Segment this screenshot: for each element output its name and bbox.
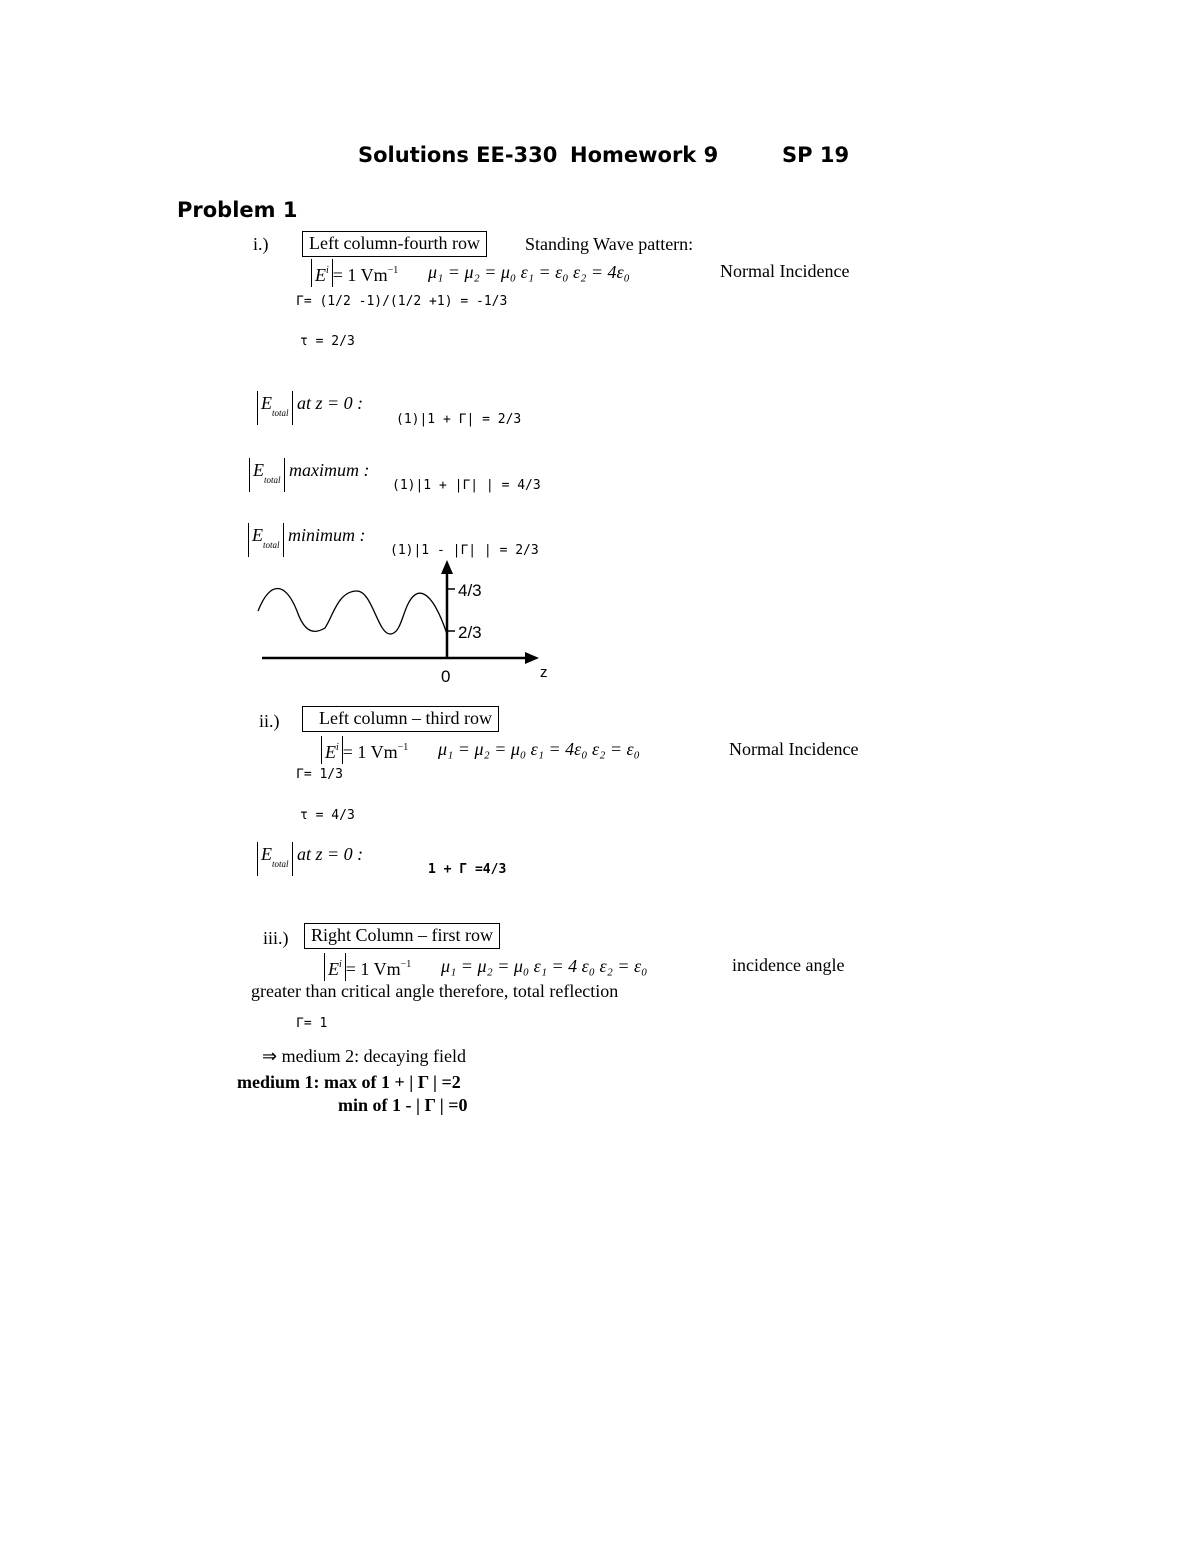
z-axis-label: z	[540, 664, 548, 681]
header-course: Solutions EE-330	[358, 143, 558, 167]
total-field-magnitude: $E_{total}$	[248, 523, 284, 557]
part-ii-ez0-expr: $E_{total}$ at z = 0 :	[257, 842, 363, 876]
incident-field-magnitude: $E^i$	[324, 953, 346, 981]
origin-label: 0	[441, 667, 451, 686]
tick-high-label: 4/3	[458, 581, 482, 600]
header-homework: Homework 9	[570, 143, 719, 167]
problem-title: Problem 1	[177, 198, 298, 222]
vertical-axis-arrow	[441, 560, 453, 574]
part-i-tau: τ = 2/3	[300, 334, 355, 349]
total-field-magnitude: $E_{total}$	[257, 842, 293, 876]
part-ii-params: μ₁ = μ₂ = μ₀ ε₁ = 4ε₀ ε₂ = ε₀	[438, 739, 640, 759]
incident-field-magnitude: $E^i$	[321, 736, 343, 764]
part-ii-box: Left column – third row	[302, 706, 499, 732]
part-i-params: μ₁ = μ₂ = μ₀ ε₁ = ε₀ ε₂ = 4ε₀	[428, 262, 630, 282]
part-i-box: Left column-fourth row	[302, 231, 487, 257]
part-i-max-expr: $E_{total}$ maximum :	[249, 458, 370, 492]
part-i-ez0-expr: $E_{total}$ at z = 0 :	[257, 391, 363, 425]
incident-field-magnitude: $E^i$	[311, 259, 333, 287]
tick-low-label: 2/3	[458, 623, 482, 642]
part-iii-incidence: incidence angle	[732, 955, 845, 975]
part-i-min-expr: $E_{total}$ minimum :	[248, 523, 366, 557]
part-ii-label: ii.)	[259, 711, 280, 731]
part-i-note: Standing Wave pattern:	[525, 234, 694, 254]
part-iii-gamma: Γ= 1	[296, 1016, 328, 1031]
part-ii-tau: τ = 4/3	[300, 808, 355, 823]
header-semester: SP 19	[782, 143, 850, 167]
standing-wave-graph	[250, 556, 560, 691]
total-field-magnitude: $E_{total}$	[249, 458, 285, 492]
part-ii-gamma: Γ= 1/3	[296, 767, 343, 782]
part-i-gamma: Γ= (1/2 -1)/(1/2 +1) = -1/3	[296, 294, 508, 309]
part-iii-note: greater than critical angle therefore, total reflection	[251, 981, 619, 1001]
part-iii-medium1-max: medium 1: max of 1 + | Γ | =2	[237, 1072, 461, 1092]
part-ii-incidence: Normal Incidence	[729, 739, 859, 759]
total-field-magnitude: $E_{total}$	[257, 391, 293, 425]
part-iii-field-expr: $E^i = 1$ $Vm^{-1}$	[324, 953, 411, 981]
part-i-min-value: (1)|1 - |Γ| | = 2/3	[390, 543, 539, 558]
part-iii-box: Right Column – first row	[304, 923, 500, 949]
part-i-max-value: (1)|1 + |Γ| | = 4/3	[392, 478, 541, 493]
part-i-label: i.)	[253, 234, 269, 254]
part-iii-medium1-min: min of 1 - | Γ | =0	[338, 1095, 468, 1115]
z-axis-arrow	[525, 652, 539, 664]
part-iii-label: iii.)	[263, 928, 289, 948]
part-ii-field-expr: $E^i = 1$ $Vm^{-1}$	[321, 736, 408, 764]
part-iii-params: μ₁ = μ₂ = μ₀ ε₁ = 4 ε₀ ε₂ = ε₀	[441, 956, 648, 976]
part-i-incidence: Normal Incidence	[720, 261, 850, 281]
part-i-field-expr: $E^i = 1$ $Vm^{-1}$	[311, 259, 398, 287]
part-ii-ez0-value: 1 + Γ =4/3	[428, 862, 507, 877]
standing-wave-curve	[258, 589, 447, 635]
part-iii-implies: ⇒ medium 2: decaying field	[262, 1046, 467, 1066]
part-i-ez0-value: (1)|1 + Γ| = 2/3	[396, 412, 522, 427]
